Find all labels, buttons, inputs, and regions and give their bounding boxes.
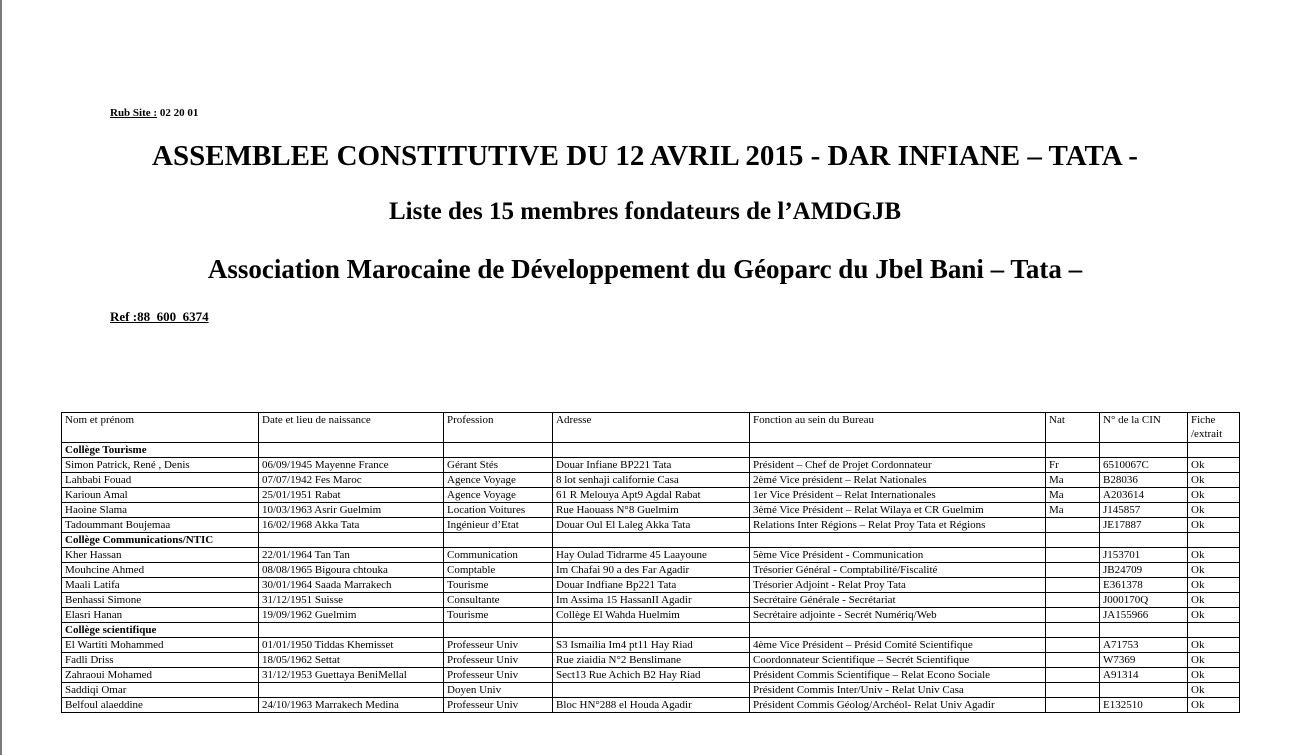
empty-cell (553, 533, 750, 548)
birth-date-place: 08/08/1965 Bigoura chtouka (259, 563, 444, 578)
profession: Professeur Univ (444, 638, 553, 653)
address: Rue Haouass N°8 Guelmim (553, 503, 750, 518)
empty-cell (750, 623, 1046, 638)
address: 61 R Melouya Apt9 Agdal Rabat (553, 488, 750, 503)
cin-number: A203614 (1100, 488, 1188, 503)
birth-date-place (259, 683, 444, 698)
profession: Communication (444, 548, 553, 563)
fiche-status: Ok (1188, 548, 1240, 563)
birth-date-place: 19/09/1962 Guelmim (259, 608, 444, 623)
address: Douar Indfiane Bp221 Tata (553, 578, 750, 593)
bureau-function: 4ème Vice Président – Présid Comité Scientifique (750, 638, 1046, 653)
fiche-status: Ok (1188, 473, 1240, 488)
members-table-body (62, 443, 1240, 713)
reference-number: Ref :88_600_6374 (110, 309, 209, 324)
cin-number: W7369 (1100, 653, 1188, 668)
fiche-status: Ok (1188, 503, 1240, 518)
bureau-function: 5ème Vice Président - Communication (750, 548, 1046, 563)
rub-site-line (110, 107, 198, 119)
address: Im Assima 15 HassanII Agadir (553, 593, 750, 608)
fiche-status: Ok (1188, 698, 1240, 713)
empty-cell (259, 533, 444, 548)
cin-number (1100, 683, 1188, 698)
address: Douar Infiane BP221 Tata (553, 458, 750, 473)
table-header-row (62, 413, 1240, 443)
profession: Tourisme (444, 578, 553, 593)
nationality (1046, 548, 1100, 563)
address: S3 Ismailia Im4 pt11 Hay Riad (553, 638, 750, 653)
birth-date-place: 31/12/1953 Guettaya BeniMellal (259, 668, 444, 683)
profession: Agence Voyage (444, 488, 553, 503)
member-name: Belfoul alaeddine (62, 698, 259, 713)
fiche-status: Ok (1188, 488, 1240, 503)
table-row (62, 488, 1240, 503)
nationality: Ma (1046, 473, 1100, 488)
cin-number: 6510067C (1100, 458, 1188, 473)
column-header: Nat (1046, 413, 1100, 443)
address (553, 683, 750, 698)
fiche-status: Ok (1188, 608, 1240, 623)
nationality (1046, 653, 1100, 668)
address: Im Chafai 90 a des Far Agadir (553, 563, 750, 578)
empty-cell (553, 443, 750, 458)
profession: Gérant Stés (444, 458, 553, 473)
rub-site-value: 02 20 01 (159, 107, 199, 119)
profession: Doyen Univ (444, 683, 553, 698)
nationality (1046, 563, 1100, 578)
empty-cell (750, 443, 1046, 458)
bureau-function: Coordonnateur Scientifique – Secrét Scientifique (750, 653, 1046, 668)
table-row (62, 608, 1240, 623)
cin-number: A91314 (1100, 668, 1188, 683)
member-name: Simon Patrick, René , Denis (62, 458, 259, 473)
section-title: Collège Tourisme (62, 443, 259, 458)
birth-date-place: 07/07/1942 Fes Maroc (259, 473, 444, 488)
empty-cell (1100, 623, 1188, 638)
cin-number: JB24709 (1100, 563, 1188, 578)
cin-number: B28036 (1100, 473, 1188, 488)
bureau-function: Président Commis Inter/Univ - Relat Univ Casa (750, 683, 1046, 698)
profession: Professeur Univ (444, 653, 553, 668)
section-row (62, 443, 1240, 458)
fiche-status: Ok (1188, 668, 1240, 683)
section-title: Collège scientifique (62, 623, 259, 638)
cin-number: A71753 (1100, 638, 1188, 653)
address: 8 lot senhaji californie Casa (553, 473, 750, 488)
table-row (62, 458, 1240, 473)
empty-cell (444, 443, 553, 458)
birth-date-place: 31/12/1951 Suisse (259, 593, 444, 608)
empty-cell (750, 533, 1046, 548)
profession: Comptable (444, 563, 553, 578)
section-row (62, 533, 1240, 548)
member-name: Saddiqi Omar (62, 683, 259, 698)
empty-cell (444, 533, 553, 548)
birth-date-place: 01/01/1950 Tiddas Khemisset (259, 638, 444, 653)
column-header: Profession (444, 413, 553, 443)
empty-cell (553, 623, 750, 638)
table-row (62, 668, 1240, 683)
address: Sect13 Rue Achich B2 Hay Riad (553, 668, 750, 683)
fiche-status: Ok (1188, 638, 1240, 653)
address: Hay Oulad Tidrarme 45 Laayoune (553, 548, 750, 563)
column-header: N° de la CIN (1100, 413, 1188, 443)
member-name: Karioun Amal (62, 488, 259, 503)
empty-cell (1100, 443, 1188, 458)
table-row (62, 578, 1240, 593)
nationality (1046, 593, 1100, 608)
member-name: Benhassi Simone (62, 593, 259, 608)
nationality (1046, 698, 1100, 713)
association-name: Association Marocaine de Développement du Géoparc du Jbel Bani – Tata – (207, 254, 1083, 284)
fiche-status: Ok (1188, 458, 1240, 473)
table-row (62, 518, 1240, 533)
table-row (62, 593, 1240, 608)
empty-cell (444, 623, 553, 638)
member-name: Zahraoui Mohamed (62, 668, 259, 683)
empty-cell (1046, 623, 1100, 638)
nationality (1046, 638, 1100, 653)
member-name: Kher Hassan (62, 548, 259, 563)
birth-date-place: 24/10/1963 Marrakech Medina (259, 698, 444, 713)
profession: Ingénieur d’Etat (444, 518, 553, 533)
table-row (62, 638, 1240, 653)
cin-number: E361378 (1100, 578, 1188, 593)
nationality: Fr (1046, 458, 1100, 473)
cin-number: JE17887 (1100, 518, 1188, 533)
cin-number: JA155966 (1100, 608, 1188, 623)
bureau-function: Relations Inter Régions – Relat Proy Tata et Régions (750, 518, 1046, 533)
bureau-function: Président Commis Scientifique – Relat Econo Sociale (750, 668, 1046, 683)
birth-date-place: 16/02/1968 Akka Tata (259, 518, 444, 533)
birth-date-place: 25/01/1951 Rabat (259, 488, 444, 503)
empty-cell (1046, 443, 1100, 458)
fiche-status: Ok (1188, 578, 1240, 593)
column-header: Adresse (553, 413, 750, 443)
bureau-function: Président – Chef de Projet Cordonnateur (750, 458, 1046, 473)
table-row (62, 653, 1240, 668)
table-row (62, 473, 1240, 488)
profession: Location Voitures (444, 503, 553, 518)
member-name: Mouhcine Ahmed (62, 563, 259, 578)
address: Douar Oul El Laleg Akka Tata (553, 518, 750, 533)
column-header: Fonction au sein du Bureau (750, 413, 1046, 443)
empty-cell (1188, 443, 1240, 458)
fiche-status: Ok (1188, 518, 1240, 533)
empty-cell (259, 623, 444, 638)
bureau-function: Trésorier Général - Comptabilité/Fiscalité (750, 563, 1046, 578)
bureau-function: 3èmé Vice Président – Relat Wilaya et CR Guelmim (750, 503, 1046, 518)
birth-date-place: 10/03/1963 Asrir Guelmim (259, 503, 444, 518)
nationality (1046, 578, 1100, 593)
profession: Professeur Univ (444, 668, 553, 683)
bureau-function: 1er Vice Président – Relat Internationales (750, 488, 1046, 503)
column-header: Fiche /extrait (1188, 413, 1240, 443)
bureau-function: Président Commis Géolog/Archéol- Relat Univ Agadir (750, 698, 1046, 713)
nationality: Ma (1046, 488, 1100, 503)
nationality: Ma (1046, 503, 1100, 518)
empty-cell (259, 443, 444, 458)
fiche-status: Ok (1188, 563, 1240, 578)
member-name: Maali Latifa (62, 578, 259, 593)
profession: Agence Voyage (444, 473, 553, 488)
profession: Consultante (444, 593, 553, 608)
bureau-function: 2èmé Vice président – Relat Nationales (750, 473, 1046, 488)
members-list-title: Liste des 15 membres fondateurs de l’AMDGJB (389, 198, 901, 225)
birth-date-place: 22/01/1964 Tan Tan (259, 548, 444, 563)
nationality (1046, 518, 1100, 533)
fiche-status: Ok (1188, 683, 1240, 698)
page-left-border (0, 0, 2, 755)
birth-date-place: 30/01/1964 Saada Marrakech (259, 578, 444, 593)
rub-site-label: Rub Site : (110, 107, 158, 119)
cin-number: E132510 (1100, 698, 1188, 713)
cin-number: J000170Q (1100, 593, 1188, 608)
members-table (61, 412, 1240, 713)
table-row (62, 563, 1240, 578)
section-row (62, 623, 1240, 638)
address: Rue ziaidia N°2 Benslimane (553, 653, 750, 668)
empty-cell (1100, 533, 1188, 548)
cin-number: J145857 (1100, 503, 1188, 518)
member-name: Tadoummant Boujemaa (62, 518, 259, 533)
table-row (62, 683, 1240, 698)
fiche-status: Ok (1188, 593, 1240, 608)
column-header: Nom et prénom (62, 413, 259, 443)
nationality (1046, 683, 1100, 698)
table-row (62, 503, 1240, 518)
birth-date-place: 06/09/1945 Mayenne France (259, 458, 444, 473)
assembly-title: ASSEMBLEE CONSTITUTIVE DU 12 AVRIL 2015 - DAR INFIANE – TATA - (152, 140, 1138, 172)
member-name: Fadli Driss (62, 653, 259, 668)
bureau-function: Trésorier Adjoint - Relat Proy Tata (750, 578, 1046, 593)
member-name: Elasri Hanan (62, 608, 259, 623)
cin-number: J153701 (1100, 548, 1188, 563)
fiche-status: Ok (1188, 653, 1240, 668)
birth-date-place: 18/05/1962 Settat (259, 653, 444, 668)
address: Collège El Wahda Huelmim (553, 608, 750, 623)
member-name: El Wartiti Mohammed (62, 638, 259, 653)
empty-cell (1188, 623, 1240, 638)
section-title: Collège Communications/NTIC (62, 533, 259, 548)
bureau-function: Secrétaire Générale - Secrétariat (750, 593, 1046, 608)
profession: Tourisme (444, 608, 553, 623)
address: Bloc HN°288 el Houda Agadir (553, 698, 750, 713)
empty-cell (1188, 533, 1240, 548)
empty-cell (1046, 533, 1100, 548)
nationality (1046, 668, 1100, 683)
table-row (62, 698, 1240, 713)
column-header: Date et lieu de naissance (259, 413, 444, 443)
nationality (1046, 608, 1100, 623)
member-name: Lahbabi Fouad (62, 473, 259, 488)
profession: Professeur Univ (444, 698, 553, 713)
table-row (62, 548, 1240, 563)
bureau-function: Secrétaire adjointe - Secrét Numériq/Web (750, 608, 1046, 623)
member-name: Haoine Slama (62, 503, 259, 518)
